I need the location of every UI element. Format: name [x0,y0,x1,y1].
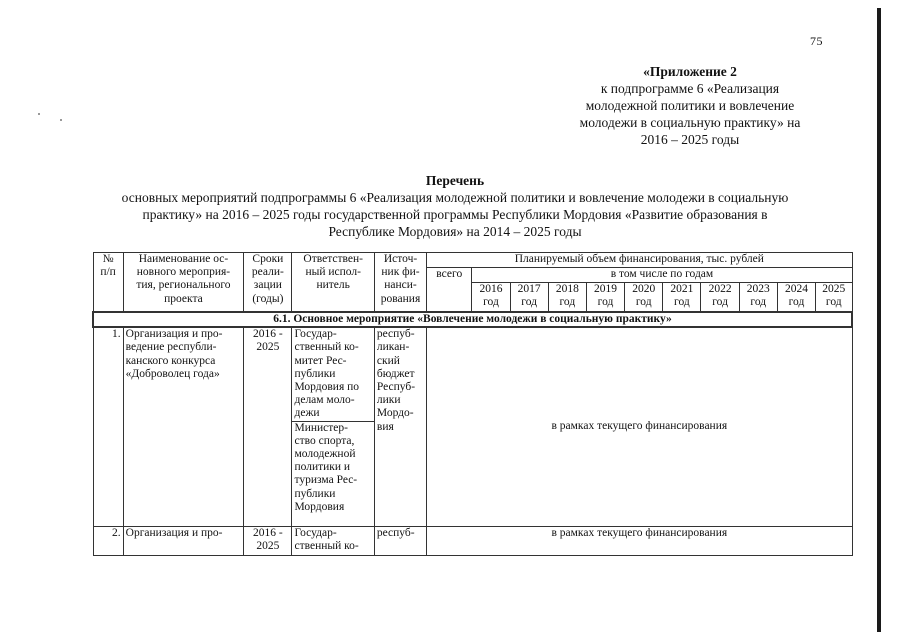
row-responsible-line: ственный ко- [294,539,359,552]
document-title-line: основных мероприятий подпрограммы 6 «Реализация молодежной политики и вовлечение молодежи в социальную [121,190,789,205]
table-row [93,327,852,421]
row-term [244,327,292,526]
header-text: Наименование ос- [138,253,229,265]
header-planned-financing: Планируемый объем финансирования, тыс. рублей [427,253,852,268]
header-year [777,283,815,313]
year-number: 2023 [746,283,770,295]
row-source-line: ский [376,354,400,367]
header-year [701,283,739,313]
header-source [374,253,426,313]
header-year [472,283,510,313]
document-title-line: Республике Мордовия» на 2014 – 2025 годы [328,224,582,239]
row-financing: в рамках текущего финансирования [427,327,852,526]
row-name-line: канского конкурса [125,354,216,367]
year-unit: год [483,296,499,309]
row-responsible-line: публики [294,487,336,500]
row-name-line: «Доброволец года» [125,367,220,380]
year-number: 2019 [594,283,618,295]
document-title-block [85,172,825,240]
row-responsible-line: ственный ко- [294,341,359,354]
row-source [374,327,426,526]
header-year [510,283,548,313]
row-responsible-line: дежи [294,407,320,420]
row-term-line: 2016 - [253,526,283,539]
row-name-line: ведение республи- [125,341,217,354]
row-source-line: лики [376,394,401,407]
header-text: зации [253,279,282,292]
row-responsible [292,327,374,421]
year-unit: год [597,296,614,309]
year-number: 2022 [708,283,732,295]
row-responsible-line: ство спорта, [294,434,355,447]
appendix-line: к подпрограмме 6 «Реализация [600,81,780,96]
row-source-line: респуб- [376,526,415,539]
header-text: ный испол- [305,266,361,279]
section-title: 6.1. Основное мероприятие «Вовлечение молодежи в социальную практику» [93,312,852,327]
header-year [816,283,852,313]
row-responsible-line: политики и [294,461,351,474]
header-text: Источ- [383,253,418,265]
row-name-line: Организация и про- [125,328,223,341]
row-num: 2. [93,526,123,555]
row-responsible-line: Мордовия по [294,381,360,394]
row-responsible-line: Государ- [294,328,337,341]
page-number: 75 [810,34,823,48]
header-text: проекта [164,292,203,305]
year-number: 2016 [479,283,503,295]
header-text: реали- [251,266,284,279]
header-num [93,253,123,313]
header-text: рования [380,292,421,305]
year-number: 2018 [555,283,579,295]
row-responsible-line: митет Рес- [294,354,347,367]
header-text: нанси- [384,279,417,292]
row-responsible-line: делам моло- [294,394,355,407]
row-source-line: Респуб- [376,381,416,394]
year-unit: год [750,296,767,309]
header-responsible [292,253,374,313]
row-source-line: респуб- [376,328,415,341]
year-unit: год [712,296,728,309]
row-responsible-line: Мордовия [294,500,345,513]
header-text: нитель [316,279,350,292]
header-text: Сроки [252,253,284,265]
row-num: 1. [93,327,123,526]
header-text: новного мероприя- [136,266,231,279]
header-year [586,283,624,313]
document-heading: Перечень [425,173,485,188]
appendix-block [555,63,825,148]
page-edge-shadow [877,8,881,632]
year-unit: год [825,296,842,309]
row-responsible [292,421,374,526]
year-unit: год [635,296,652,309]
year-unit: год [788,296,805,309]
header-text: тия, регионального [136,279,231,292]
header-by-year: в том числе по годам [472,268,852,283]
row-source-line: вия [376,420,394,433]
row-name-line: Организация и про- [125,526,223,539]
row-financing: в рамках текущего финансирования [427,526,852,555]
header-text: ник фи- [381,266,420,279]
row-term-line: 2025 [256,341,280,354]
header-text: Ответствен- [303,253,363,265]
row-term-line: 2016 - [253,328,283,341]
header-year [548,283,586,313]
year-number: 2021 [670,283,694,295]
activities-table [92,252,853,556]
header-term [244,253,292,313]
year-unit: год [674,296,690,309]
year-unit: год [559,296,576,309]
table-row [93,526,852,555]
header-year [663,283,701,313]
row-responsible-line: молодежной [294,448,356,461]
row-term [244,526,292,555]
row-name [123,526,244,555]
year-number: 2024 [784,283,808,295]
row-responsible [292,526,374,555]
scan-speck [38,113,40,115]
appendix-line: молодежной политики и вовлечение [585,98,795,113]
row-responsible-line: публики [294,367,336,380]
appendix-title: «Приложение 2 [643,64,737,79]
row-responsible-line: туризма Рес- [294,474,358,487]
header-text: № [102,253,114,265]
row-source [374,526,426,555]
year-unit: год [521,296,537,309]
row-responsible-line: Государ- [294,526,337,539]
header-text: (годы) [252,292,284,305]
header-text: п/п [100,266,116,279]
row-source-line: Мордо- [376,407,414,420]
year-number: 2020 [632,283,656,295]
header-total: всего [427,268,472,313]
year-number: 2025 [822,283,846,295]
document-title-line: практику» на 2016 – 2025 годы государственной программы Республики Мордовия «Развитие образования в [142,207,768,222]
header-year [625,283,663,313]
row-name [123,327,244,526]
appendix-line: молодежи в социальную практику» на [579,115,801,130]
row-term-line: 2025 [256,539,280,552]
row-source-line: бюджет [376,367,415,380]
row-responsible-line: Министер- [294,421,348,434]
scan-speck [60,119,62,121]
row-source-line: ликан- [376,341,410,354]
header-year [739,283,777,313]
year-number: 2017 [517,283,541,295]
header-name [123,253,244,313]
appendix-line: 2016 – 2025 годы [640,132,740,147]
